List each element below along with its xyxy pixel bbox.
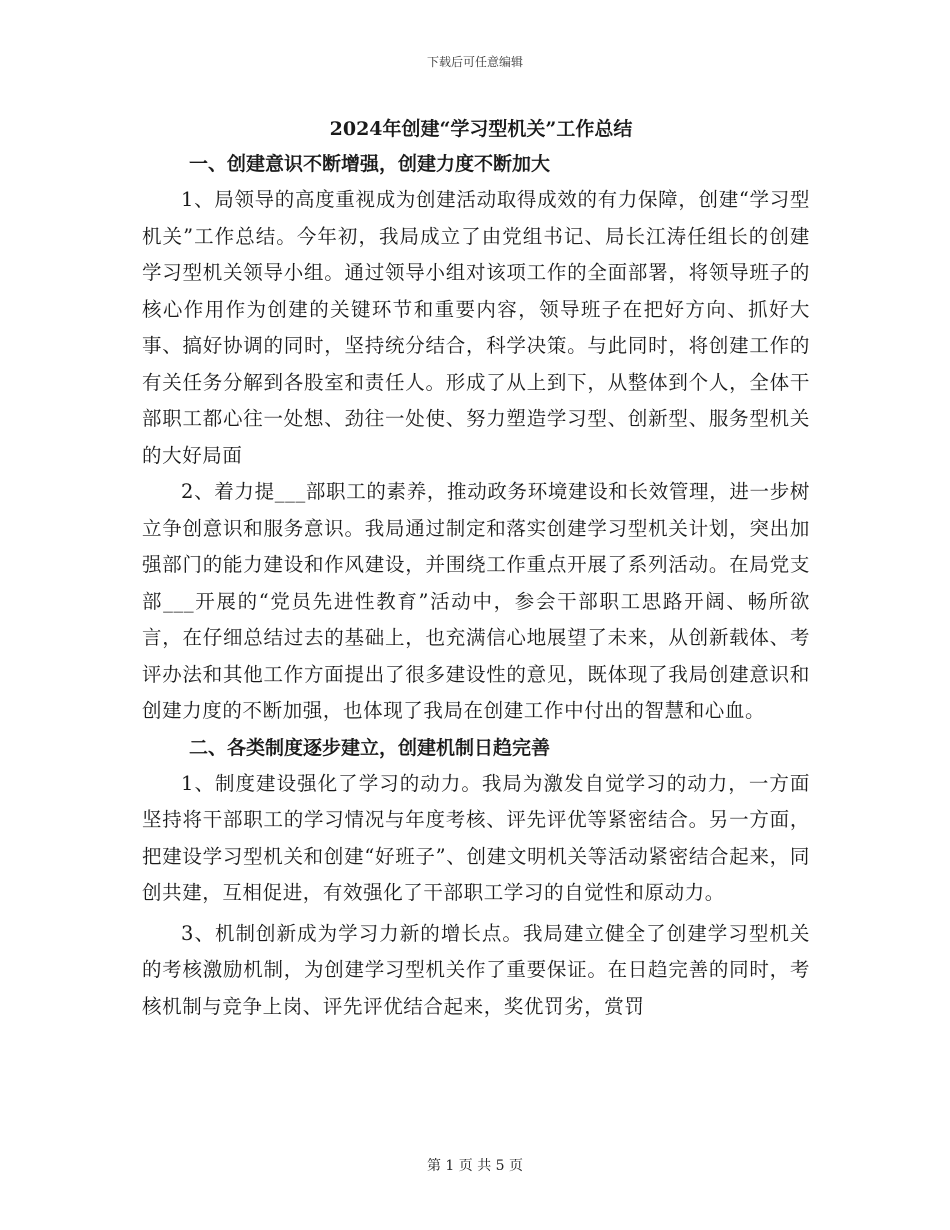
section-2-heading: 二、各类制度逐步建立，创建机制日趋完善 [189, 736, 551, 759]
section-2-paragraph-1: 1、制度建设强化了学习的动力。我局为激发自觉学习的动力，一方面坚持将干部职工的学习情况与年度考核、评先评优等紧密结合。另一方面，把建设学习型机关和创建“好班子”、创建文明机关等活动紧密结合起来，同创共建，互相促进，有效强化了干部职工学习的自觉性和原动力。 [142, 771, 810, 904]
section-1-heading: 一、创建意识不断增强，创建力度不断加大 [189, 153, 551, 175]
header-note: 下载后可任意编辑 [426, 55, 523, 69]
section-1-paragraph-1: 1、局领导的高度重视成为创建活动取得成效的有力保障，创建“学习型机关”工作总结。今年初，我局成立了由党组书记、局长江涛任组长的创建学习型机关领导小组。通过领导小组对该项工作的全面部署，将领导班子的核心作用作为创建的关键环节和重要内容，领导班子在把好方向、抓好大事、搞好协调的同时，坚持统分结合，科学决策。与此同时，将创建工作的有关任务分解到各股室和责任人。形成了从上到下，从整体到个人，全体干部职工都心往一处想、劲往一处使、努力塑造学习型、创新型、服务型机关的大好局面 [142, 188, 810, 467]
section-1-paragraph-2: 2、着力提___部职工的素养，推动政务环境建设和长效管理，进一步树立争创意识和服务意识。我局通过制定和落实创建学习型机关计划，突出加强部门的能力建设和作风建设，并围绕工作重点开展了系列活动。在局党支部___开展的“党员先进性教育”活动中，参会干部职工思路开阔、畅所欲言，在仔细总结过去的基础上，也充满信心地展望了未来，从创新载体、考评办法和其他工作方面提出了很多建设性的意见，既体现了我局创建意识和创建力度的不断加强，也体现了我局在创建工作中付出的智慧和心血。 [142, 480, 810, 722]
document-body [142, 112, 810, 1025]
section-2-paragraph-2: 3、机制创新成为学习力新的增长点。我局建立健全了创建学习型机关的考核激励机制，为创建学习型机关作了重要保证。在日趋完善的同时，考核机制与竞争上岗、评先评优结合起来，奖优罚劣，赏罚 [142, 921, 810, 1018]
document-title: 2024年创建“学习型机关”工作总结 [329, 118, 633, 140]
page-footer: 第 1 页 共 5 页 [426, 1158, 524, 1174]
